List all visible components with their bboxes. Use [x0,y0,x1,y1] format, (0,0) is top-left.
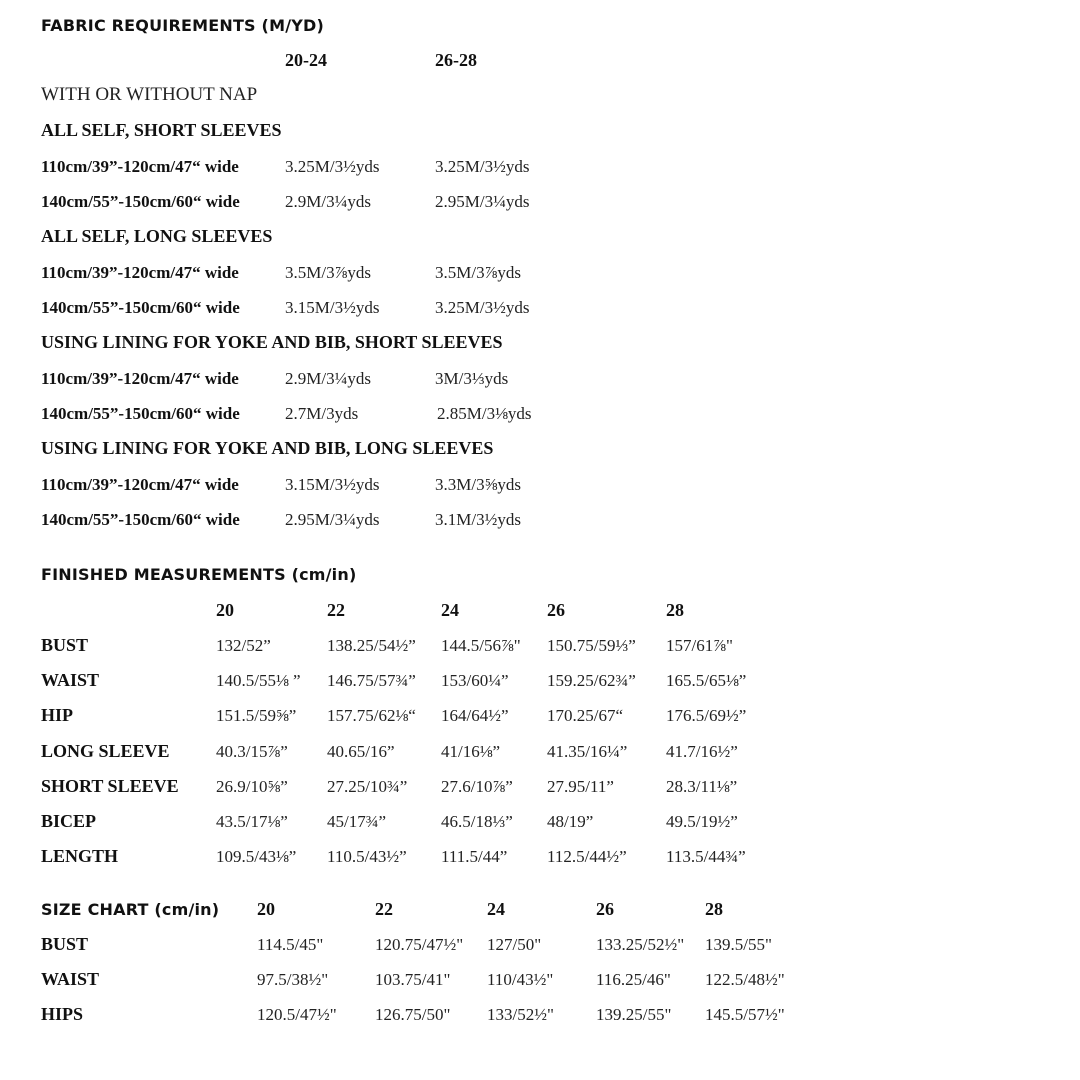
finished-measurements-title: FINISHED MEASUREMENTS (cm/in) [41,565,357,584]
fabric-group-label: ALL SELF, LONG SLEEVES [41,226,273,246]
size-header: 22 [327,600,345,620]
size-chart-value: 133/52½" [487,1005,554,1024]
fabric-value: 3M/3⅓yds [435,369,509,388]
fabric-width-label: 140cm/55”-150cm/60“ wide [41,404,240,423]
measurement-label: WAIST [41,670,100,690]
measurement-value: 138.25/54½” [327,636,416,655]
measurement-value: 140.5/55⅛ ” [216,671,301,690]
measurement-value: 40.3/15⅞” [216,742,288,761]
measurement-label: BICEP [41,811,97,831]
fabric-value: 2.85M/3⅛yds [437,404,532,423]
fabric-column-header: 20-24 [285,50,327,70]
size-header: 26 [547,600,565,620]
measurement-value: 45/17¾” [327,812,387,831]
fabric-width-label: 110cm/39”-120cm/47“ wide [41,263,239,282]
size-chart-value: 114.5/45" [257,935,324,954]
measurement-value: 41/16⅛” [441,742,501,761]
fabric-value: 3.1M/3½yds [435,510,521,529]
fabric-requirements-title: FABRIC REQUIREMENTS (M/YD) [41,16,325,35]
fabric-width-label: 110cm/39”-120cm/47“ wide [41,475,239,494]
measurement-label: LENGTH [41,846,119,866]
measurement-label: LONG SLEEVE [41,741,170,761]
measurement-label: HIP [41,705,74,725]
size-chart-label: BUST [41,934,89,954]
size-chart-label: WAIST [41,969,100,989]
size-header: 20 [216,600,234,620]
measurement-value: 144.5/56⅞" [441,636,521,655]
fabric-value: 3.15M/3½yds [285,298,380,317]
fabric-width-label: 140cm/55”-150cm/60“ wide [41,192,240,211]
measurement-value: 43.5/17⅛” [216,812,288,831]
measurement-value: 48/19” [547,812,594,831]
measurement-value: 164/64½” [441,706,509,725]
size-chart-value: 126.75/50" [375,1005,451,1024]
fabric-value: 2.95M/3¼yds [435,192,530,211]
measurement-value: 41.35/16¼” [547,742,628,761]
fabric-value: 2.95M/3¼yds [285,510,380,529]
measurement-label: SHORT SLEEVE [41,776,179,796]
fabric-width-label: 110cm/39”-120cm/47“ wide [41,157,239,176]
measurement-value: 151.5/59⅝” [216,706,297,725]
measurement-value: 28.3/11⅛” [666,777,738,796]
fabric-column-header: 26-28 [435,50,477,70]
fabric-value: 2.7M/3yds [285,404,359,423]
fabric-value: 3.15M/3½yds [285,475,380,494]
measurement-value: 159.25/62¾” [547,671,636,690]
measurement-value: 111.5/44” [441,847,508,866]
fabric-value: 3.25M/3½yds [435,298,530,317]
measurement-value: 165.5/65⅛” [666,671,747,690]
fabric-group-label: ALL SELF, SHORT SLEEVES [41,120,282,140]
measurement-value: 153/60¼” [441,671,509,690]
size-header: 28 [705,899,723,919]
measurement-value: 146.75/57¾” [327,671,416,690]
fabric-value: 2.9M/3¼yds [285,369,371,388]
fabric-value: 3.3M/3⅝yds [435,475,521,494]
measurement-value: 40.65/16” [327,742,395,761]
measurement-value: 132/52” [216,636,271,655]
size-header: 22 [375,899,393,919]
size-chart-value: 127/50" [487,935,542,954]
measurement-label: BUST [41,635,89,655]
measurement-value: 113.5/44¾” [666,847,746,866]
size-chart-label: HIPS [41,1004,84,1024]
measurement-value: 27.95/11” [547,777,614,796]
fabric-width-label: 140cm/55”-150cm/60“ wide [41,298,240,317]
size-chart-value: 139.25/55" [596,1005,672,1024]
size-header: 26 [596,899,614,919]
measurement-value: 176.5/69½” [666,706,747,725]
fabric-value: 3.5M/3⅞yds [435,263,521,282]
size-chart-value: 120.75/47½" [375,935,464,954]
size-header: 24 [487,899,505,919]
fabric-value: 3.25M/3½yds [285,157,380,176]
fabric-value: 2.9M/3¼yds [285,192,371,211]
fabric-width-label: 140cm/55”-150cm/60“ wide [41,510,240,529]
size-chart-value: 120.5/47½" [257,1005,337,1024]
size-header: 28 [666,600,684,620]
fabric-group-label: USING LINING FOR YOKE AND BIB, LONG SLEEVES [41,438,494,458]
measurement-value: 157/61⅞" [666,636,733,655]
measurement-value: 26.9/10⅝” [216,777,288,796]
nap-note: WITH OR WITHOUT NAP [41,84,258,105]
measurement-value: 49.5/19½” [666,812,738,831]
measurement-value: 27.25/10¾” [327,777,408,796]
size-header: 20 [257,899,275,919]
size-chart-value: 122.5/48½" [705,970,785,989]
size-chart-value: 116.25/46" [596,970,671,989]
measurement-value: 170.25/67“ [547,706,624,725]
size-chart-value: 103.75/41" [375,970,451,989]
measurement-value: 46.5/18⅓” [441,812,513,831]
fabric-value: 3.25M/3½yds [435,157,530,176]
measurement-value: 110.5/43½” [327,847,407,866]
fabric-width-label: 110cm/39”-120cm/47“ wide [41,369,239,388]
size-chart-value: 139.5/55" [705,935,772,954]
measurement-value: 109.5/43⅛” [216,847,297,866]
size-chart-value: 97.5/38½" [257,970,329,989]
size-chart-value: 133.25/52½" [596,935,685,954]
measurement-value: 27.6/10⅞” [441,777,513,796]
measurement-value: 41.7/16½” [666,742,738,761]
measurement-value: 112.5/44½” [547,847,627,866]
size-chart-title: SIZE CHART (cm/in) [41,900,220,919]
fabric-group-label: USING LINING FOR YOKE AND BIB, SHORT SLEEVES [41,332,503,352]
measurement-value: 150.75/59⅓” [547,636,636,655]
size-chart-value: 145.5/57½" [705,1005,785,1024]
fabric-value: 3.5M/3⅞yds [285,263,371,282]
size-header: 24 [441,600,459,620]
measurement-value: 157.75/62⅛“ [327,706,416,725]
size-chart-value: 110/43½" [487,970,554,989]
